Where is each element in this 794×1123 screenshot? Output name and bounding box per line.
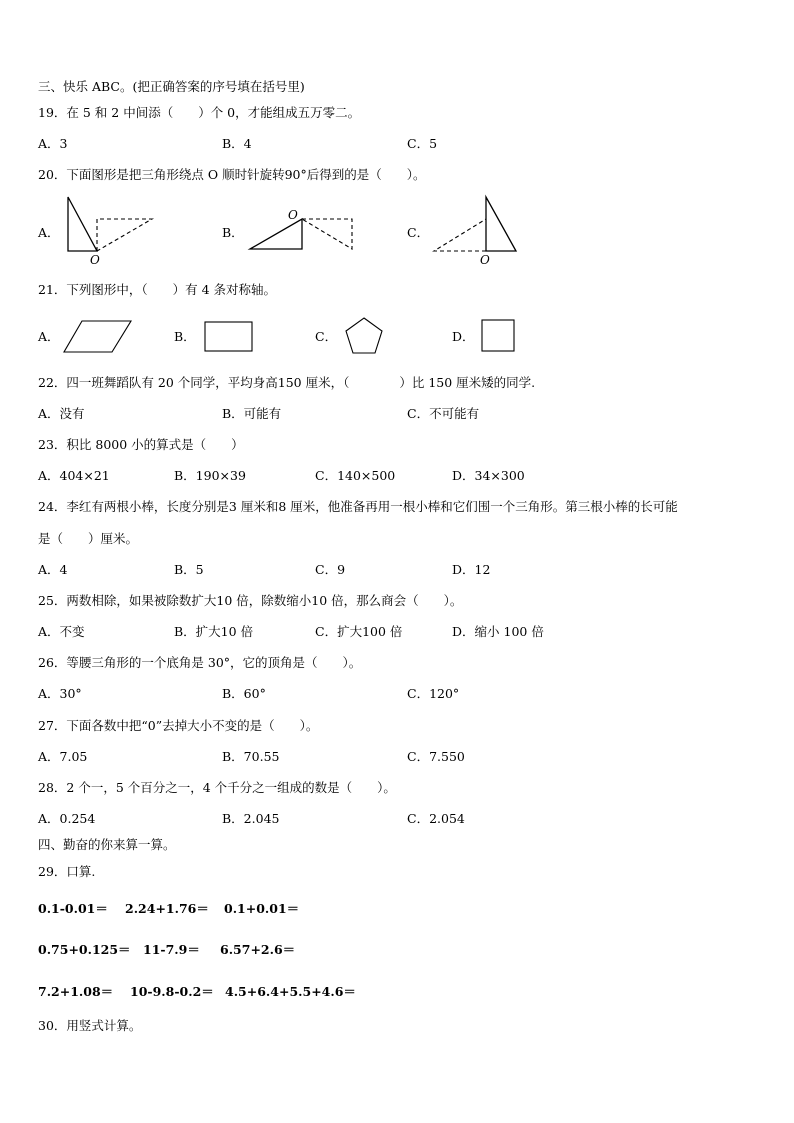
- point-o-label: O: [90, 253, 100, 267]
- mental-math-item: 10-9.8-0.2＝: [130, 984, 214, 999]
- q28-option-b: B．2.045: [222, 811, 280, 826]
- q20-figure-b: [244, 205, 364, 257]
- question-24-stem-line2: 是（ ）厘米。: [38, 531, 139, 546]
- q19-option-b: B．4: [222, 136, 252, 151]
- q25-option-a: A．不变: [38, 624, 85, 639]
- q26-option-c: C．120°: [407, 686, 460, 701]
- dashed-triangle-shape: [97, 219, 152, 251]
- q25-option-d: D．缩小 100 倍: [452, 624, 544, 639]
- q27-option-c: C．7.550: [407, 749, 465, 764]
- question-22-stem: 22．四一班舞蹈队有 20 个同学，平均身高150 厘米，（ ）比 150 厘米矮的同学.: [38, 375, 536, 390]
- q24-option-a: A．4: [38, 562, 68, 577]
- q21-option-d: D．: [452, 329, 475, 344]
- question-26-stem: 26．等腰三角形的一个底角是 30°，它的顶角是（ ）。: [38, 655, 362, 670]
- q24-option-c: C．9: [315, 562, 346, 577]
- question-19-stem: 19．在 5 和 2 中间添（ ）个 0，才能组成五万零二。: [38, 105, 361, 120]
- mental-math-item: 0.75+0.125＝: [38, 942, 131, 957]
- q26-option-a: A．30°: [38, 686, 82, 701]
- question-20-stem: 20．下面图形是把三角形绕点 O 顺时针旋转90°后得到的是（ ）。: [38, 167, 426, 182]
- q27-option-a: A．7.05: [38, 749, 88, 764]
- q22-option-a: A．没有: [38, 406, 85, 421]
- q21-parallelogram-shape: [62, 318, 134, 356]
- q21-square-shape: [480, 318, 518, 354]
- q22-option-c: C．不可能有: [407, 406, 480, 421]
- section-3-heading: 三、快乐 ABC。(把正确答案的序号填在括号里): [38, 79, 305, 94]
- q24-option-b: B．5: [174, 562, 204, 577]
- q21-option-a: A．: [38, 329, 60, 344]
- q21-rectangle-shape: [203, 320, 255, 354]
- q28-option-c: C．2.054: [407, 811, 465, 826]
- mental-math-item: 7.2+1.08＝: [38, 984, 114, 999]
- question-24-stem-line1: 24．李红有两根小棒，长度分别是3 厘米和8 厘米，他准备再用一根小棒和它们围一个三角形。第三根小棒的长可能: [38, 499, 678, 514]
- q24-option-d: D．12: [452, 562, 491, 577]
- point-o-label: O: [288, 208, 298, 222]
- q20-option-c: C．: [407, 225, 430, 240]
- q23-option-a: A．404×21: [38, 468, 110, 483]
- question-27-stem: 27．下面各数中把“0”去掉大小不变的是（ ）。: [38, 718, 319, 733]
- mental-math-item: 4.5+6.4+5.5+4.6＝: [225, 984, 356, 999]
- q26-option-b: B．60°: [222, 686, 266, 701]
- question-28-stem: 28．2 个一，5 个百分之一，4 个千分之一组成的数是（ ）。: [38, 780, 396, 795]
- question-21-stem: 21．下列图形中，（ ）有 4 条对称轴。: [38, 282, 277, 297]
- q21-pentagon-shape: [342, 315, 386, 357]
- dashed-triangle-shape: [434, 219, 486, 251]
- q28-option-a: A．0.254: [38, 811, 96, 826]
- question-25-stem: 25．两数相除，如果被除数扩大10 倍，除数缩小10 倍，那么商会（ ）。: [38, 593, 463, 608]
- triangle-shape: [68, 197, 97, 251]
- q22-option-b: B．可能有: [222, 406, 282, 421]
- q20-option-b: B．: [222, 225, 244, 240]
- question-23-stem: 23．积比 8000 小的算式是（ ）: [38, 437, 244, 452]
- section-4-heading: 四、勤奋的你来算一算。: [38, 837, 176, 852]
- mental-math-item: 6.57+2.6＝: [220, 942, 296, 957]
- q20-figure-a: [60, 193, 160, 265]
- q23-option-b: B．190×39: [174, 468, 246, 483]
- q21-option-c: C．: [315, 329, 338, 344]
- mental-math-item: 0.1-0.01＝: [38, 901, 108, 916]
- mental-math-item: 0.1+0.01＝: [224, 901, 300, 916]
- q25-option-b: B．扩大10 倍: [174, 624, 254, 639]
- q20-option-a: A．: [38, 225, 60, 240]
- q20-figure-c: [428, 193, 528, 265]
- question-29-stem: 29．口算.: [38, 864, 96, 879]
- triangle-shape: [486, 197, 516, 251]
- q19-option-a: A．3: [38, 136, 68, 151]
- q19-option-c: C．5: [407, 136, 438, 151]
- question-30-stem: 30．用竖式计算。: [38, 1018, 142, 1033]
- dashed-triangle-shape: [302, 219, 352, 249]
- q25-option-c: C．扩大100 倍: [315, 624, 403, 639]
- q27-option-b: B．70.55: [222, 749, 280, 764]
- q23-option-c: C．140×500: [315, 468, 396, 483]
- mental-math-item: 11-7.9＝: [143, 942, 200, 957]
- mental-math-item: 2.24+1.76＝: [125, 901, 209, 916]
- point-o-label: O: [480, 253, 490, 267]
- triangle-shape: [250, 219, 302, 249]
- q23-option-d: D．34×300: [452, 468, 525, 483]
- q21-option-b: B．: [174, 329, 196, 344]
